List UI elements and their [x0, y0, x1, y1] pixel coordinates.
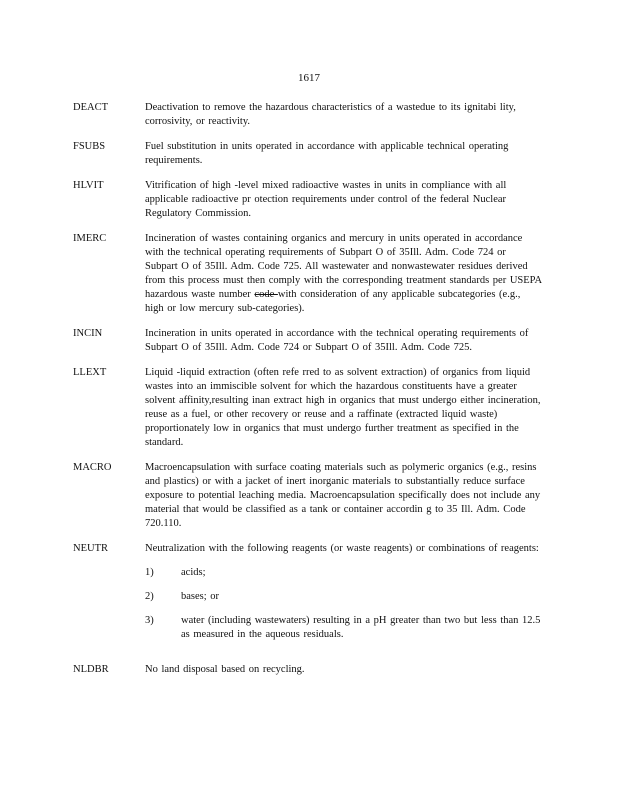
struck-text: code	[254, 289, 278, 300]
treatment-code: IMERC	[73, 233, 107, 244]
definition-entry	[73, 101, 543, 129]
list-item-number: 1)	[145, 567, 154, 578]
reagent-list	[145, 566, 542, 642]
definition-entry	[73, 366, 543, 450]
definition-entry	[73, 179, 543, 221]
definition-entry	[73, 663, 543, 677]
list-item-text: water (including wastewaters) resulting in a pH greater than two but less than 12.5 as measured in the aqueous residuals.	[181, 615, 541, 640]
treatment-description: Vitrification of high -level mixed radioactive wastes in units in compliance with all applicable radioactive pr otection requirements under control of the federal Nuclear Regulatory Commission.	[145, 180, 507, 219]
treatment-description	[145, 232, 542, 316]
treatment-description: Neutralization with the following reagents (or waste reagents) or combinations of reagents:	[145, 543, 539, 554]
treatment-code: FSUBS	[73, 141, 106, 152]
definitions-list	[73, 101, 543, 688]
description-text: Incineration of wastes containing organics and mercury in units operated in accordance with the technical operating requirements of Subpart O of 35Ill. Adm. Code 724 or Subpart O of 35Ill. Adm. Code 725. All wastewater and nonwastewater residues derived from this process must then comply with the corresponding treatment standards per USEPA hazardous waste number	[145, 233, 542, 300]
list-item-text: acids;	[181, 567, 206, 578]
list-item	[145, 590, 542, 604]
treatment-code: LLEXT	[73, 367, 107, 378]
definition-entry	[73, 327, 543, 355]
treatment-code: MACRO	[73, 462, 112, 473]
treatment-description: Incineration in units operated in accordance with the technical operating requirements of Subpart O of 35Ill. Adm. Code 724 or Subpart O of 35Ill. Adm. Code 725.	[145, 328, 529, 353]
treatment-description: Fuel substitution in units operated in accordance with applicable technical operating requirements.	[145, 141, 509, 166]
list-item-text: bases; or	[181, 591, 220, 602]
treatment-description: Deactivation to remove the hazardous characteristics of a wastedue to its ignitabi lity, corrosivity, or reactivity.	[145, 102, 516, 127]
list-item	[145, 614, 542, 642]
definition-entry	[73, 140, 543, 168]
treatment-description: Liquid -liquid extraction (often refe rred to as solvent extraction) of organics from liquid wastes into an immiscible solvent for which the hazardous constituents have a greater solvent affinity,resulting inan extract high in organics that must undergo either incineration, reuse as a fuel, or other recovery or reuse and a raffinate (extracted liquid waste) proportionately low in organics that must undergo further treatment as specified in the standard.	[145, 367, 541, 448]
definition-entry	[73, 232, 543, 316]
definition-entry	[73, 542, 543, 652]
list-item	[145, 566, 542, 580]
list-item-number: 2)	[145, 591, 154, 602]
treatment-code: NEUTR	[73, 543, 108, 554]
treatment-description: No land disposal based on recycling.	[145, 664, 305, 675]
definition-entry	[73, 461, 543, 531]
treatment-code: NLDBR	[73, 664, 109, 675]
treatment-code: INCIN	[73, 328, 103, 339]
treatment-code: DEACT	[73, 102, 108, 113]
treatment-description-block	[145, 542, 542, 652]
description-text: with consideration of any applicable subcategories (e.g., high or low mercury sub-categories).	[145, 289, 521, 314]
treatment-description: Macroencapsulation with surface coating materials such as polymeric organics (e.g., resins and plastics) or with a jacket of inert inorganic materials to substantially reduce surface exposure to potential leaching media. Macroencapsulation specifically does not include any material that would be classified as a tank or container accordin g to 35 Ill. Adm. Code 720.110.	[145, 462, 541, 529]
treatment-code: HLVIT	[73, 180, 104, 191]
page-number: 1617	[298, 72, 320, 84]
list-item-number: 3)	[145, 615, 154, 626]
